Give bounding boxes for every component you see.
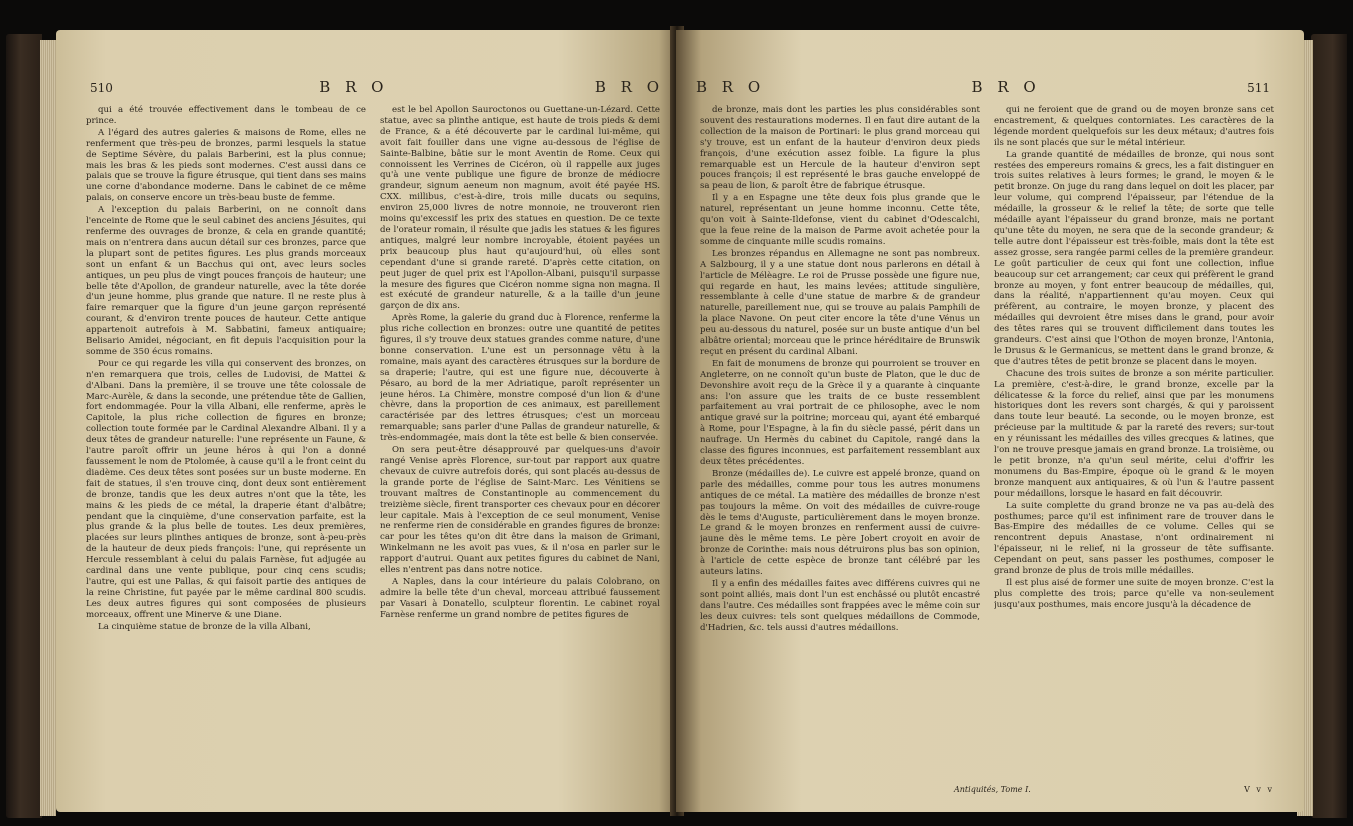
paragraph: de bronze, mais dont les parties les plus considérables sont souvent des restaurations modernes. Il en faut dire autant de la collection de la maison de Portinari: le plus grand morceau qui s'y trouve, est un enfant de la hauteur d'environ deux pieds françois, d'une exécution assez foible. La figure la plus remarquable est un Hercule de la hauteur d'environ sept pouces françois; il est représenté le bras gauche enveloppé de sa peau de lion, & paroît être de fabrique étrusque.: [700, 105, 980, 192]
paragraph: Pour ce qui regarde les villa qui conservent des bronzes, on n'en remarquera que trois, celles de Ludovisi, de Mattei & d'Albani. Dans la première, il se trouve une tête colossale de Marc-Aurèle, & dans la seconde, une prétendue tête de Gallien, fort endommagée. Pour la villa Albani, elle renferme, après le Capitole, la plus riche collection de figures en bronze; collection toute formée par le Cardinal Alexandre Albani. Il y a deux têtes de grandeur naturelle: l'une représente un Faune, & l'autre paroît offrir un jeune héros à qui l'on a donné faussement le nom de Ptolomée, à cause qu'il a le front ceint du diadème. Ces deux têtes sont posées sur un buste moderne. En fait de statues, il s'en trouve cinq, dont deux sont entièrement de bronze, tandis que les deux autres n'ont que la tête, les mains & les pieds de ce métal, la draperie étant d'albâtre; pendant que la cinquième, d'une conservation parfaite, est la plus grande & la plus belle de toutes. Les deux premières, placées sur leurs plinthes antiques de bronze, sont à-peu-près de la hauteur de deux pieds françois: l'une, qui représente un Hercule ressemblant à celui du palais Farnèse, fut adjugée au cardinal dans une vente publique, pour cinq cens scudis; l'autre, qui est une Pallas, & qui faisoit partie des antiques de la reine Christine, fut payée par le même cardinal 800 scudis. Les deux autres figures qui sont composées de plusieurs morceaux, offrent une Minerve & une Diane.: [86, 358, 366, 620]
page-edges-left: [40, 40, 56, 816]
text-column-2: [994, 105, 1274, 784]
left-page-header: [90, 78, 664, 100]
text-column-1: [86, 105, 366, 784]
paragraph: est le bel Apollon Sauroctonos ou Guettane-un-Lézard. Cette statue, avec sa plinthe antique, est haute de trois pieds & demi de France, & a été découverte par le cardinal lui-même, qui avoit fait fouiller dans une vigne au-dessous de l'église de Sainte-Balbine, bâtie sur le mont Aventin de Rome. Ceux qui connoissent les Verrines de Cicéron, où il rappelle aux juges qu'à une vente publique une figure de bronze de médiocre grandeur, signum aeneum non magnum, avoit été payée HS. CXX. millibus, c'est-à-dire, trois mille ducats ou sequins, environ 25,000 livres de notre monnoie, ne trouveront rien moins qu'excessif les prix des statues en question. De ce texte de l'orateur romain, il résulte que jadis les statues & les figures antiques, malgré leur nombre incroyable, étoient payées un prix beaucoup plus haut qu'aujourd'hui, où elles sont cependant d'une si grande rareté. D'après cette citation, on peut juger de quel prix est l'Apollon-Albani, puisqu'il surpasse la mesure des figures que Cicéron nomme signa non magna. Il est exécuté de grandeur naturelle, & a la taille d'un jeune garçon de dix ans.: [380, 105, 660, 312]
paragraph: Il y a enfin des médailles faites avec différens cuivres qui ne sont point alliés, mais dont l'un est enchâssé ou plutôt encastré dans l'autre. Ces médailles sont frappées avec le même coin sur les deux cuivres: tels sont quelques médaillons de Commode, d'Hadrien, &c. tels aussi d'autres médaillons.: [700, 578, 980, 633]
book-cover-right: [1311, 34, 1347, 818]
paragraph: Après Rome, la galerie du grand duc à Florence, renferme la plus riche collection en bronzes: outre une quantité de petites figures, il s'y trouve deux statues grandes comme nature, d'une bonne conservation. L'une est un personnage vêtu à la romaine, mais ayant des caractères étrusques sur la bordure de sa draperie; l'autre, qui est une figure nue, découverte à Pésaro, au bord de la mer Adriatique, paroît représenter un jeune héros. La Chimère, monstre composé d'un lion & d'une chèvre, dans la proportion de ces animaux, est pareillement caractérisée par des lettres étrusques; c'est un morceau remarquable; sans parler d'une Pallas de grandeur naturelle, & très-endommagée, mais dont la tête est belle & bien conservée.: [380, 313, 660, 444]
paragraph: Il est plus aisé de former une suite de moyen bronze. C'est la plus complette des trois; parce qu'elle va non-seulement jusqu'aux posthumes, mais encore jusqu'à la décadence de: [994, 577, 1274, 610]
footer-title: Antiquités, Tome I.: [954, 785, 1031, 794]
paragraph: A Naples, dans la cour intérieure du palais Colobrano, on admire la belle tête d'un cheval, morceau attribué faussement par Vasari à Donatello, sculpteur florentin. Le cabinet royal Farnèse renferme un grand nombre de petites figures de: [380, 576, 660, 620]
right-page-body: [700, 105, 1274, 784]
paragraph: A l'égard des autres galeries & maisons de Rome, elles ne renferment que très-peu de bronzes, parmi lesquels la statue de Septime Sévère, du palais Barberini, est la plus connue; mais les bras & les pieds sont modernes. C'est aussi dans ce palais que se trouve la figure étrusque, qui tient dans ses mains une corne d'abondance moderne. Dans le cabinet de ce même palais, on conserve encore un très-beau buste de femme.: [86, 127, 366, 204]
paragraph: La suite complette du grand bronze ne va pas au-delà des posthumes; parce qu'il est infiniment rare de trouver dans le Bas-Empire des médailles de ce volume. Celles qui se rencontrent depuis Anastase, n'ont ordinairement ni l'épaisseur, ni le relief, ni la grosseur de tête suffisante. Cependant on peut, sans passer les posthumes, composer le grand bronze de plus de trois mille médailles.: [994, 500, 1274, 577]
paragraph: On sera peut-être désapprouvé par quelques-uns d'avoir rangé Venise après Florence, sur-tout par rapport aux quatre chevaux de cuivre autrefois dorés, qui sont placés au-dessus de la grande porte de l'église de Saint-Marc. Les Vénitiens se trouvant maîtres de Constantinople au commencement du treizième siècle, firent transporter ces chevaux pour en décorer leur capitale. Mais à l'exception de ce seul monument, Venise ne renferme rien de considérable en grandes figures de bronze: car pour les têtes qu'on dit être dans la maison de Grimani, Winkelmann ne les avoit pas vues, & il n'osa en parler sur le rapport d'autrui. Quant aux petites figures du cabinet de Nani, elles n'entrent pas dans notre notice.: [380, 445, 660, 576]
right-page-header: [696, 78, 1270, 100]
running-head: B R O: [594, 78, 664, 96]
running-head: B R O: [696, 78, 766, 96]
text-column-1: [700, 105, 980, 784]
paragraph: La grande quantité de médailles de bronze, qui nous sont restées des empereurs romains & grecs, les a fait distinguer en trois suites relatives à leurs formes; le grand, le moyen & le petit bronze. On juge du rang dans lequel on doit les placer, par leur volume, qui comprend l'épaisseur, par l'étendue de la médaille, la grosseur & le relief la tête; de sorte que telle médaille ayant l'épaisseur du grand bronze, mais ne portant qu'une tête du moyen, ne sera que de la seconde grandeur; & telle autre dont l'épaisseur est très-foible, mais dont la tête est assez grosse, sera rangée parmi celles de la première grandeur. Le goût particulier de ceux qui font une collection, influe beaucoup sur cet arrangement; car ceux qui préfèrent le grand bronze au moyen, y font entrer beaucoup de médailles, qui, dans la réalité, n'appartiennent qu'au moyen. Ceux qui préfèrent, au contraire, le moyen bronze, y placent des médailles qui devroient être mises dans le grand, pour avoir des têtes rares qui se trouvent difficilement dans toutes les grandeurs. C'est ainsi que l'Othon de moyen bronze, l'Antonia, le Drusus & le Germanicus, se mettent dans le grand bronze, & que d'autres têtes de petit bronze se placent dans le moyen.: [994, 149, 1274, 367]
paragraph: Bronze (médailles de). Le cuivre est appelé bronze, quand on parle des médailles, comme pour tous les autres monumens antiques de ce métal. La matière des médailles de bronze n'est pas toujours la même. On voit des médailles de cuivre-rouge dès le tems d'Auguste, particulièrement dans le moyen bronze. Le grand & le moyen bronzes en renferment aussi de cuivre-jaune dès le même tems. Le père Jobert croyoit en avoir de bronze de Corinthe: mais nous détruirons plus bas son opinion, à l'article de cette espèce de bronze tant célébré par les auteurs latins.: [700, 468, 980, 578]
left-page: [56, 30, 684, 812]
left-page-body: [86, 105, 660, 784]
paragraph: qui a été trouvée effectivement dans le tombeau de ce prince.: [86, 105, 366, 126]
right-page: [676, 30, 1304, 812]
paragraph: Il y a en Espagne une tête deux fois plus grande que le naturel, représentant un jeune homme inconnu. Cette tête, qu'on voit à Sainte-Ildefonse, vient du cabinet d'Odescalchi, que la feue reine de la maison de Parme avoit achetée pour la somme de cinquante mille scudis romains.: [700, 193, 980, 247]
paragraph: La cinquième statue de bronze de la villa Albani,: [98, 621, 311, 632]
running-head: B R O: [319, 78, 389, 96]
paragraph: qui ne feroient que de grand ou de moyen bronze sans cet encastrement, & quelques contorniates. Les caractères de la légende mordent quelquefois sur les deux métaux; d'autres fois ils ne sont placés que sur le métal intérieur.: [994, 105, 1274, 148]
paragraph: Les bronzes répandus en Allemagne ne sont pas nombreux. A Salzbourg, il y a une statue dont nous parlerons en détail à l'article de Mélèagre. Le roi de Prusse possède une figure nue, qui regarde en haut, les mains levées; attitude singulière, ressemblante à celle d'une statue de marbre & de grandeur naturelle, pareillement nue, qui se trouve au palais Pamphili de la place Navone. On peut citer encore la tête d'une Vénus un peu au-dessous du naturel, posée sur un buste antique d'un bel albâtre oriental; morceau que le prince héréditaire de Brunswik reçut en présent du cardinal Albani.: [700, 248, 980, 357]
book-cover-left: [6, 34, 42, 818]
paragraph: Chacune des trois suites de bronze a son mérite particulier. La première, c'est-à-dire, le grand bronze, excelle par la délicatesse & la force du relief, ainsi que par les monumens historiques dont les revers sont chargés, & qui y paroissent dans toute leur beauté. La seconde, ou le moyen bronze, est précieuse par la multitude & par la rareté des revers; sur-tout en y réunissant les médailles des villes grecques & latines, que l'on ne trouve presque jamais en grand bronze. La troisième, ou le petit bronze, n'a qu'un seul mérite, celui d'offrir les monumens du Bas-Empire, époque où le grand & le moyen bronze manquent aux antiquaires, & où l'un & l'autre passent pour médaillons, lorsque le hasard en fait découvrir.: [994, 368, 1274, 499]
page-number: 511: [1247, 81, 1270, 95]
page-number: 510: [90, 81, 113, 95]
right-page-footer: [954, 785, 1274, 794]
running-head: B R O: [971, 78, 1041, 96]
paragraph: En fait de monumens de bronze qui pourroient se trouver en Angleterre, on ne connoît qu'un buste de Platon, que le duc de Devonshire avoit reçu de la Grèce il y a quarante à cinquante ans: l'on assure que les traits de ce buste ressemblent parfaitement au vrai portrait de ce philosophe, avec le nom antique gravé sur la poitrine; morceau qui, ayant été embarqué à Rome, pour l'Espagne, à la fin du siècle passé, périt dans un naufrage. Un Hermès du cabinet du Capitole, rangé dans la classe des figures inconnues, est parfaitement ressemblant aux deux têtes précédentes.: [700, 358, 980, 467]
paragraph: A l'exception du palais Barberini, on ne connoît dans l'enceinte de Rome que le seul cabinet des anciens Jésuites, qui renferme des ouvrages de bronze, & cela en grande quantité; mais on n'entrera dans aucun détail sur ces bronzes, parce que la plupart sont de petites figures. Les plus grands morceaux sont un enfant & un Bacchus qui ont, avec leurs socles antiques, un peu plus de vingt pouces françois de hauteur; une belle tête d'Apollon, de grandeur naturelle, avec la tête dorée d'un jeune homme, plus grande que nature. Il ne reste plus à faire remarquer que la figure d'un jeune garçon représenté courant, & d'environ trente pouces de hauteur. Cette antique appartenoit autrefois à M. Sabbatini, fameux antiquaire; Belisario Amidei, négociant, en fit depuis l'acquisition pour la somme de 350 écus romains.: [86, 205, 366, 357]
text-column-2: [380, 105, 660, 784]
signature-mark: V v v: [1244, 785, 1274, 794]
